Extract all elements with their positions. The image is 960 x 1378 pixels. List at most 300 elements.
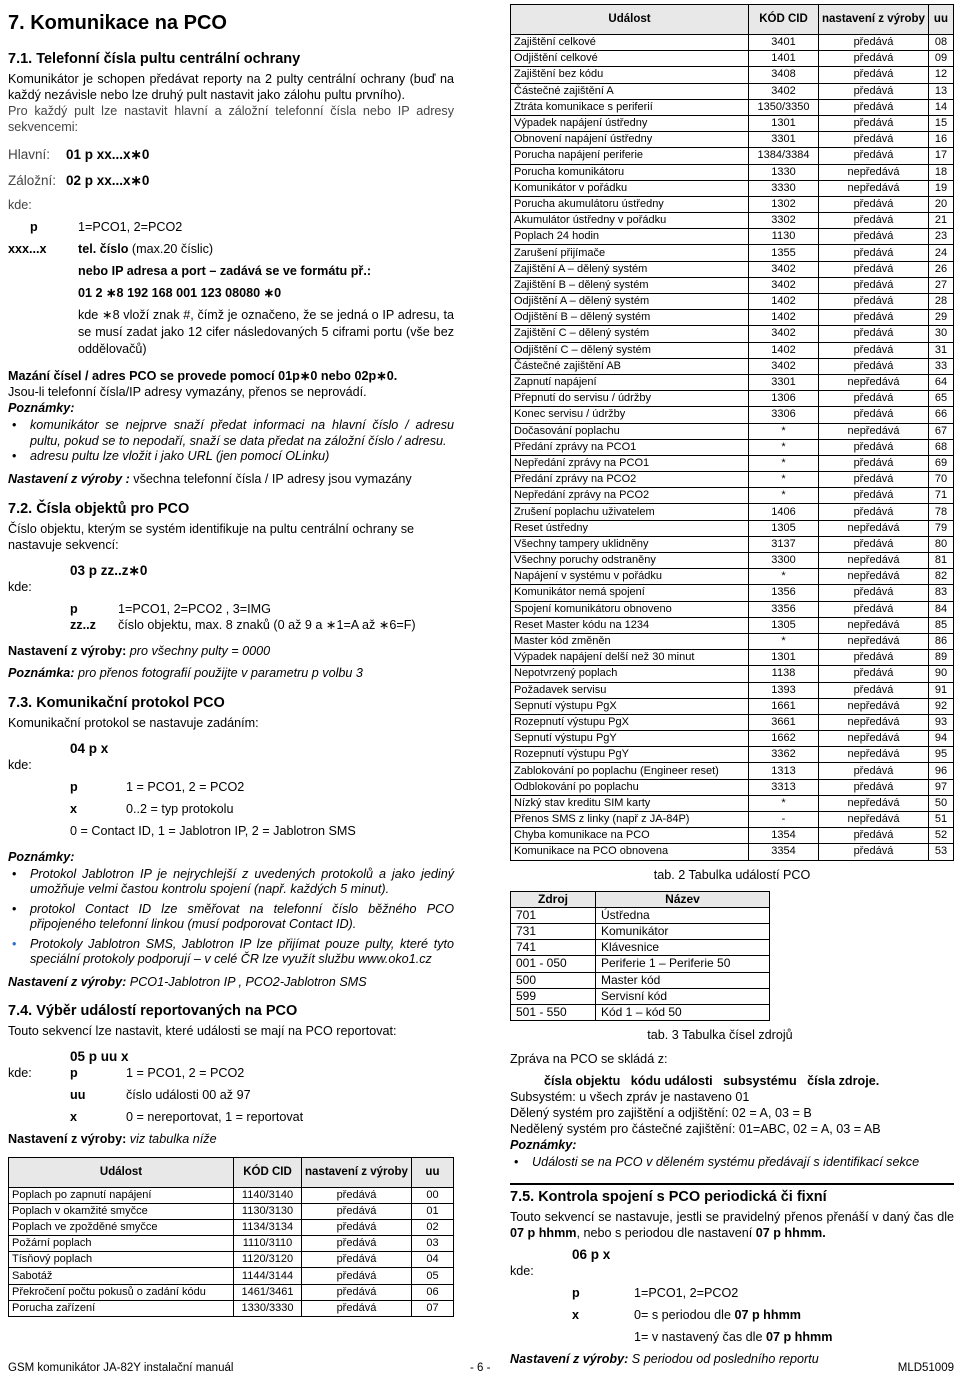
source-name: Servisní kód (596, 988, 770, 1004)
factory-setting: předává (819, 650, 929, 666)
event-name: Tísňový poplach (9, 1252, 234, 1268)
undivided-line: Nedělený systém pro částečné zajištění: 01=ABC, 02 = A, 03 = AB (510, 1122, 881, 1137)
section-7-1-sequences: Pro každý pult lze nastavit hlavní a záložní telefonní čísla nebo IP adresy sekvencemi: (8, 104, 454, 134)
param-x-detail: nebo IP adresa a port – zadává se ve formátu př.: 01 2 ∗8 192 168 001 123 08080 ∗0 kde ∗8 vloží znak #, čímž je označeno, že se jedná o IP adresu, ta se musí zadat jako 12 cifer následovaných 5 ciframi portu (vše bez oddělovačů) (78, 264, 454, 356)
table-row (9, 1187, 454, 1203)
table-3-caption: tab. 3 Tabulka čísel zdrojů (647, 1028, 793, 1043)
table-row (511, 83, 954, 99)
factory-setting: předává (819, 229, 929, 245)
section-7-4-intro: Touto sekvencí lze nastavit, které události se mají na PCO reportovat: (8, 1023, 397, 1038)
table-row (511, 261, 954, 277)
cid-code: 3356 (749, 601, 819, 617)
factory-setting: nepředává (819, 553, 929, 569)
cid-code: * (749, 569, 819, 585)
cid-code: * (749, 423, 819, 439)
factory-setting: předává (819, 277, 929, 293)
table-row (511, 650, 954, 666)
cid-code: 3300 (749, 553, 819, 569)
main-number-row: Hlavní: 01 p xx...x∗0 (8, 145, 454, 165)
cid-code: 3301 (749, 374, 819, 390)
event-number: 23 (928, 229, 953, 245)
table-row (511, 391, 954, 407)
event-number: 50 (928, 795, 953, 811)
factory-setting: předává (819, 99, 929, 115)
event-number: 30 (928, 326, 953, 342)
event-name: Přepnutí do servisu / údržby (511, 391, 749, 407)
source-code: 701 (511, 907, 596, 923)
factory-setting: nepředává (819, 714, 929, 730)
event-number: 70 (928, 472, 953, 488)
event-number: 21 (928, 213, 953, 229)
cid-code: 3402 (749, 358, 819, 374)
table-row (511, 779, 954, 795)
factory-setting: předává (819, 585, 929, 601)
event-number: 31 (928, 342, 953, 358)
factory-setting: předává (302, 1236, 412, 1252)
table-row (9, 1203, 454, 1219)
param-x-option-1: 1= v nastavený čas dle 07 p hhmm (634, 1329, 833, 1344)
cid-code: 3354 (749, 844, 819, 860)
event-number: 64 (928, 374, 953, 390)
event-name: Zablokování po poplachu (Engineer reset) (511, 763, 749, 779)
cid-code: 1384/3384 (749, 148, 819, 164)
where-label: kde: (8, 198, 32, 212)
backup-number-row: Záložní: 02 p xx...x∗0 (8, 171, 454, 191)
cid-code: 1110/3110 (234, 1236, 302, 1252)
cid-code: 1330 (749, 164, 819, 180)
ip-example-description: kde ∗8 vloží znak #, čímž je označeno, že se jedná o IP adresu, ta se musí zadat jako 12 cifer následovaných 5 ciframi portu (vše bez oddělovačů) (78, 308, 454, 356)
event-name: Poplach ve zpožděné smyčce (9, 1219, 234, 1235)
note-item: • adresu pultu lze vložit i jako URL (jen pomocí OLinku) (8, 449, 454, 465)
factory-setting: předává (819, 196, 929, 212)
param-p-row: p 1=PCO1, 2=PCO2 , 3=IMG (70, 601, 271, 616)
event-name: Zajištění bez kódu (511, 67, 749, 83)
table-row (511, 229, 954, 245)
cid-code: 1350/3350 (749, 99, 819, 115)
factory-setting: nepředává (819, 164, 929, 180)
table-row (511, 407, 954, 423)
event-name: Porucha akumulátoru ústředny (511, 196, 749, 212)
event-name: Zajištění B – dělený systém (511, 277, 749, 293)
event-name: Porucha napájení periferie (511, 148, 749, 164)
factory-setting: předává (819, 358, 929, 374)
param-z-row: zz..z číslo objektu, max. 8 znaků (0 až 9 a ∗1=A až ∗6=F) (70, 617, 416, 632)
table-row (511, 536, 954, 552)
table-row (511, 731, 954, 747)
table-row (511, 35, 954, 51)
table-2-caption: tab. 2 Tabulka událostí PCO (653, 867, 811, 882)
table-row (511, 828, 954, 844)
event-number: 20 (928, 196, 953, 212)
backup-number-code: 02 p xx...x∗0 (66, 173, 150, 188)
factory-setting: předává (819, 51, 929, 67)
factory-setting: předává (819, 779, 929, 795)
event-name: Odjištění B – dělený systém (511, 310, 749, 326)
section-7-5-title: 7.5. Kontrola spojení s PCO periodická či fixní (510, 1183, 954, 1205)
event-number: 90 (928, 666, 953, 682)
event-name: Zajištění C – dělený systém (511, 326, 749, 342)
source-code: 501 - 550 (511, 1004, 596, 1020)
event-name: Zajištění celkové (511, 35, 749, 51)
footer-page-number: - 6 - (470, 1362, 491, 1374)
event-name: Konec servisu / údržby (511, 407, 749, 423)
table-row (511, 763, 954, 779)
table-row (511, 956, 770, 972)
event-name: Sepnutí výstupu PgX (511, 698, 749, 714)
event-name: Všechny tampery uklidněny (511, 536, 749, 552)
cid-code: 1140/3140 (234, 1187, 302, 1203)
notes-list (8, 867, 454, 968)
table-row (511, 358, 954, 374)
event-name: Spojení komunikátoru obnoveno (511, 601, 749, 617)
event-name: Zajištění A – dělený systém (511, 261, 749, 277)
event-number: 96 (928, 763, 953, 779)
notes-label: Poznámky: (510, 1138, 577, 1153)
delete-instruction: Mazání čísel / adres PCO se provede pomocí 01p∗0 nebo 02p∗0. (8, 369, 398, 383)
event-number: 84 (928, 601, 953, 617)
cid-code: 1402 (749, 342, 819, 358)
event-name: Zapnutí napájení (511, 374, 749, 390)
table-row (511, 601, 954, 617)
event-number: 06 (411, 1284, 453, 1300)
factory-setting: předává (819, 488, 929, 504)
subsystem-line: Subsystém: u všech zpráv je nastaveno 01 (510, 1090, 750, 1105)
table-row (511, 988, 770, 1004)
source-name: Kód 1 – kód 50 (596, 1004, 770, 1020)
table-row (511, 294, 954, 310)
event-number: 24 (928, 245, 953, 261)
notes-list (8, 418, 454, 465)
cid-code: * (749, 439, 819, 455)
report-code: 05 p uu x (70, 1048, 129, 1064)
footer-manual-title: GSM komunikátor JA-82Y instalační manuál (8, 1362, 234, 1374)
footer-doc-code: MLD51009 (897, 1362, 954, 1374)
factory-setting: Nastavení z výroby: PCO1-Jablotron IP , PCO2-Jablotron SMS (8, 974, 367, 989)
event-name: Odjištění C – dělený systém (511, 342, 749, 358)
cid-code: * (749, 488, 819, 504)
ip-example: 01 2 ∗8 192 168 001 123 08080 ∗0 (78, 286, 282, 300)
table-row (511, 374, 954, 390)
cid-code: 3402 (749, 277, 819, 293)
table-row (511, 520, 954, 536)
factory-setting: předává (302, 1203, 412, 1219)
table-row (511, 148, 954, 164)
source-name: Periferie 1 – Periferie 50 (596, 956, 770, 972)
source-code: 001 - 050 (511, 956, 596, 972)
cid-code: 3301 (749, 132, 819, 148)
factory-setting: nepředává (819, 180, 929, 196)
source-code: 599 (511, 988, 596, 1004)
factory-setting: nepředává (819, 812, 929, 828)
event-number: 95 (928, 747, 953, 763)
table-row (9, 1236, 454, 1252)
event-name: Předání zprávy na PCO1 (511, 439, 749, 455)
main-number-code: 01 p xx...x∗0 (66, 147, 150, 162)
param-x-row: x 0..2 = typ protokolu (70, 801, 234, 816)
event-name: Překročení počtu pokusů o zadání kódu (9, 1284, 234, 1300)
factory-setting: předává (819, 844, 929, 860)
factory-setting: předává (302, 1219, 412, 1235)
source-name: Komunikátor (596, 923, 770, 939)
factory-setting: předává (302, 1300, 412, 1316)
event-number: 26 (928, 261, 953, 277)
cid-code: 3362 (749, 747, 819, 763)
event-name: Komunikátor v pořádku (511, 180, 749, 196)
table-row (511, 972, 770, 988)
table-row (9, 1300, 454, 1316)
factory-setting: předává (302, 1268, 412, 1284)
factory-setting: předává (819, 342, 929, 358)
event-name: Nepředání zprávy na PCO2 (511, 488, 749, 504)
section-7-2-intro: Číslo objektu, kterým se systém identifikuje na pultu centrální ochrany se nastavuje sekvencí: (8, 521, 414, 552)
event-number: 65 (928, 391, 953, 407)
event-name: Předání zprávy na PCO2 (511, 472, 749, 488)
event-name: Částečné zajištění A (511, 83, 749, 99)
factory-setting: Nastavení z výroby: viz tabulka níže (8, 1131, 217, 1146)
event-name: Výpadek napájení delší než 30 minut (511, 650, 749, 666)
event-number: 00 (411, 1187, 453, 1203)
cid-code: 1130 (749, 229, 819, 245)
event-name: Rozepnutí výstupu PgX (511, 714, 749, 730)
notes-list (510, 1155, 954, 1171)
event-name: Požadavek servisu (511, 682, 749, 698)
cid-code: 1301 (749, 650, 819, 666)
table-row (511, 439, 954, 455)
sources-table: Zdroj Název 701 Ústředna 731 Komunikátor 741 Klávesnice 001 - 050 Periferie 1 – Periferie 50 500 Master kód 599 Servisní kód 501 - 550 Kód 1 – kód 50 (510, 891, 770, 1022)
factory-setting: nepředává (819, 633, 929, 649)
table-row (511, 245, 954, 261)
event-name: Nepředání zprávy na PCO1 (511, 455, 749, 471)
event-number: 69 (928, 455, 953, 471)
cid-code: 3313 (749, 779, 819, 795)
note-item: • Události se na PCO v děleném systému předávají s identifikací sekce (510, 1155, 954, 1171)
note-item: • protokol Contact ID lze směřovat na telefonní číslo běžného PCO připojeného telefonní linkou (musí podporovat Contact ID). (8, 902, 454, 933)
cid-code: * (749, 795, 819, 811)
event-number: 85 (928, 617, 953, 633)
section-7-3-intro: Komunikační protokol se nastavuje zadáním: (8, 715, 259, 730)
event-number: 53 (928, 844, 953, 860)
event-number: 86 (928, 633, 953, 649)
section-7-2-title: 7.2. Čísla objektů pro PCO (8, 500, 190, 517)
cid-code: 1402 (749, 294, 819, 310)
param-p-row: p 1 = PCO1, 2 = PCO2 (70, 779, 245, 794)
event-number: 15 (928, 115, 953, 131)
cid-code: 3330 (749, 180, 819, 196)
event-name: Částečné zajištění AB (511, 358, 749, 374)
cid-code: 1393 (749, 682, 819, 698)
cid-code: 1301 (749, 115, 819, 131)
object-number-code: 03 p zz..z∗0 (70, 562, 148, 578)
event-number: 29 (928, 310, 953, 326)
factory-setting: předává (819, 504, 929, 520)
left-column (8, 8, 454, 1317)
cid-code: 1130/3130 (234, 1203, 302, 1219)
cid-code: 3137 (749, 536, 819, 552)
cid-code: 3408 (749, 67, 819, 83)
table-row (511, 213, 954, 229)
source-code: 741 (511, 940, 596, 956)
factory-setting: předává (302, 1187, 412, 1203)
cid-code: 3306 (749, 407, 819, 423)
divided-line: Dělený systém pro zajištění a odjištění: 02 = A, 03 = B (510, 1106, 812, 1121)
event-number: 18 (928, 164, 953, 180)
message-parts: čísla objektu kódu události subsystému čísla zdroje. (544, 1074, 880, 1089)
event-number: 67 (928, 423, 953, 439)
param-p-row: kde: p 1 = PCO1, 2 = PCO2 (8, 1065, 245, 1080)
cid-code: 1306 (749, 391, 819, 407)
event-name: Poplach v okamžité smyčce (9, 1203, 234, 1219)
cid-code: 1461/3461 (234, 1284, 302, 1300)
cid-code: * (749, 472, 819, 488)
event-name: Zrušení poplachu uživatelem (511, 504, 749, 520)
event-name: Komunikace na PCO obnovena (511, 844, 749, 860)
table-row (511, 617, 954, 633)
note-item: • Protokol Jablotron IP je nejrychlejší z uvedených protokolů a jako jediný umožňuje velmi častou kontrolu spojení (např. každých 5 minut). (8, 867, 454, 898)
factory-setting: nepředává (819, 795, 929, 811)
event-number: 01 (411, 1203, 453, 1219)
factory-setting: Nastavení z výroby: pro všechny pulty = 0000 (8, 643, 271, 658)
table-row (511, 569, 954, 585)
event-name: Odjištění A – dělený systém (511, 294, 749, 310)
where-label: kde: (8, 757, 32, 772)
factory-setting: předává (819, 472, 929, 488)
event-name: Obnovení napájení ústředny (511, 132, 749, 148)
event-name: Porucha komunikátoru (511, 164, 749, 180)
event-name: Poplach po zapnutí napájení (9, 1187, 234, 1203)
table-row (511, 844, 954, 860)
event-name: Nízký stav kreditu SIM karty (511, 795, 749, 811)
notes-label: Poznámky: (8, 401, 75, 415)
cid-code: 1401 (749, 51, 819, 67)
event-name: Sepnutí výstupu PgY (511, 731, 749, 747)
event-number: 81 (928, 553, 953, 569)
factory-setting: předává (819, 536, 929, 552)
table-row (9, 1252, 454, 1268)
event-number: 82 (928, 569, 953, 585)
param-x-row: xxx...x tel. číslo (max.20 číslic) (8, 242, 214, 256)
factory-setting: předává (819, 35, 929, 51)
message-intro: Zpráva na PCO se skládá z: (510, 1052, 668, 1067)
event-number: 71 (928, 488, 953, 504)
event-number: 02 (411, 1219, 453, 1235)
cid-code: 1406 (749, 504, 819, 520)
factory-setting: předává (819, 310, 929, 326)
cid-code: 1356 (749, 585, 819, 601)
event-number: 83 (928, 585, 953, 601)
cid-code: * (749, 455, 819, 471)
section-7-4-title: 7.4. Výběr událostí reportovaných na PCO (8, 1002, 298, 1019)
factory-setting: nepředává (819, 374, 929, 390)
factory-setting: předává (819, 682, 929, 698)
factory-setting: předává (302, 1284, 412, 1300)
table-row (511, 132, 954, 148)
event-number: 04 (411, 1252, 453, 1268)
factory-setting: předává (819, 326, 929, 342)
factory-setting: předává (819, 115, 929, 131)
cid-code: 3302 (749, 213, 819, 229)
event-name: Odjištění celkové (511, 51, 749, 67)
protocol-types: 0 = Contact ID, 1 = Jablotron IP, 2 = Jablotron SMS (70, 823, 356, 838)
table-row (511, 342, 954, 358)
factory-setting: předává (819, 455, 929, 471)
table-row (511, 180, 954, 196)
table-row (511, 67, 954, 83)
event-name: Reset Master kódu na 1234 (511, 617, 749, 633)
cid-code: 1354 (749, 828, 819, 844)
table-row (511, 488, 954, 504)
table-row (511, 472, 954, 488)
section-7-1-intro: Komunikátor je schopen předávat reporty na 2 pulty centrální ochrany (buď na každý nezávisle nebo lze druhý pult nastavit jako zálohu pultu prvního). (8, 72, 454, 102)
factory-setting: nepředává (819, 617, 929, 633)
cid-code: 1313 (749, 763, 819, 779)
event-number: 52 (928, 828, 953, 844)
table-row (511, 907, 770, 923)
cid-code: - (749, 812, 819, 828)
table-row (511, 196, 954, 212)
event-number: 13 (928, 83, 953, 99)
factory-setting: předává (302, 1252, 412, 1268)
source-name: Ústředna (596, 907, 770, 923)
factory-setting: předává (819, 67, 929, 83)
table-row (511, 940, 770, 956)
note-item: • komunikátor se nejprve snaží předat informaci na hlavní číslo / adresu pultu, pokud se to nepodaří, snaží se data předat na záložní číslo / adresu. (8, 418, 454, 449)
event-number: 28 (928, 294, 953, 310)
event-number: 33 (928, 358, 953, 374)
event-number: 91 (928, 682, 953, 698)
notes-label: Poznámky: (8, 849, 75, 864)
cid-code: 1134/3134 (234, 1219, 302, 1235)
photo-note: Poznámka: pro přenos fotografií použijte v parametru p volbu 3 (8, 665, 363, 680)
event-number: 51 (928, 812, 953, 828)
event-name: Napájení v systému v pořádku (511, 569, 749, 585)
table-row (511, 310, 954, 326)
event-name: Rozepnutí výstupu PgY (511, 747, 749, 763)
event-number: 17 (928, 148, 953, 164)
param-p-row: p 1=PCO1, 2=PCO2 (30, 220, 183, 234)
event-name: Přenos SMS z linky (např z JA-84P) (511, 812, 749, 828)
cid-code: 1662 (749, 731, 819, 747)
factory-setting: nepředává (819, 698, 929, 714)
event-name: Sabotáž (9, 1268, 234, 1284)
event-number: 93 (928, 714, 953, 730)
source-name: Klávesnice (596, 940, 770, 956)
event-number: 79 (928, 520, 953, 536)
event-number: 97 (928, 779, 953, 795)
factory-setting: předává (819, 763, 929, 779)
param-x-row: x 0= s periodou dle 07 p hhmm (572, 1307, 801, 1322)
factory-setting: nepředává (819, 423, 929, 439)
event-name: Nepotvrzený poplach (511, 666, 749, 682)
delete-note: Jsou-li telefonní čísla/IP adresy vymazány, přenos se neprovádí. (8, 385, 367, 399)
table-row (511, 923, 770, 939)
section-7-3-title: 7.3. Komunikační protokol PCO (8, 694, 225, 711)
table-row (511, 1004, 770, 1020)
event-number: 05 (411, 1268, 453, 1284)
connection-check-code: 06 p x (572, 1246, 611, 1262)
events-table-left: Událost KÓD CID nastavení z výroby uu Poplach po zapnutí napájení 1140/3140 předává 00 Poplach v okamžité smyčce 1130/3130 předává 01 Poplach ve zpožděné smyčce 1134/3134 předává 02 Požární poplach 1110/3110 předává 03 Tísňový poplach 1120/3120 předává 04 Sabotáž 1144/3144 předává 05 Překročení počtu pokusů o zadání kódu 1461/3461 předává 06 Porucha zařízení 1330/3330 předává 07 (8, 1157, 454, 1318)
section-7-5-intro: Touto sekvencí se nastavuje, jestli se pravidelný přenos přenáší v daný čas dle 07 p hhmm, nebo s periodou dle nastavení 07 p hhmm. (510, 1209, 954, 1240)
protocol-code: 04 p x (70, 740, 109, 756)
cid-code: 3402 (749, 326, 819, 342)
factory-setting: předává (819, 83, 929, 99)
event-number: 80 (928, 536, 953, 552)
table-row (511, 326, 954, 342)
table-row (511, 633, 954, 649)
param-p-row: p 1=PCO1, 2=PCO2 (572, 1285, 739, 1300)
where-label: kde: (8, 579, 32, 594)
event-name: Požární poplach (9, 1236, 234, 1252)
factory-setting: předává (819, 439, 929, 455)
